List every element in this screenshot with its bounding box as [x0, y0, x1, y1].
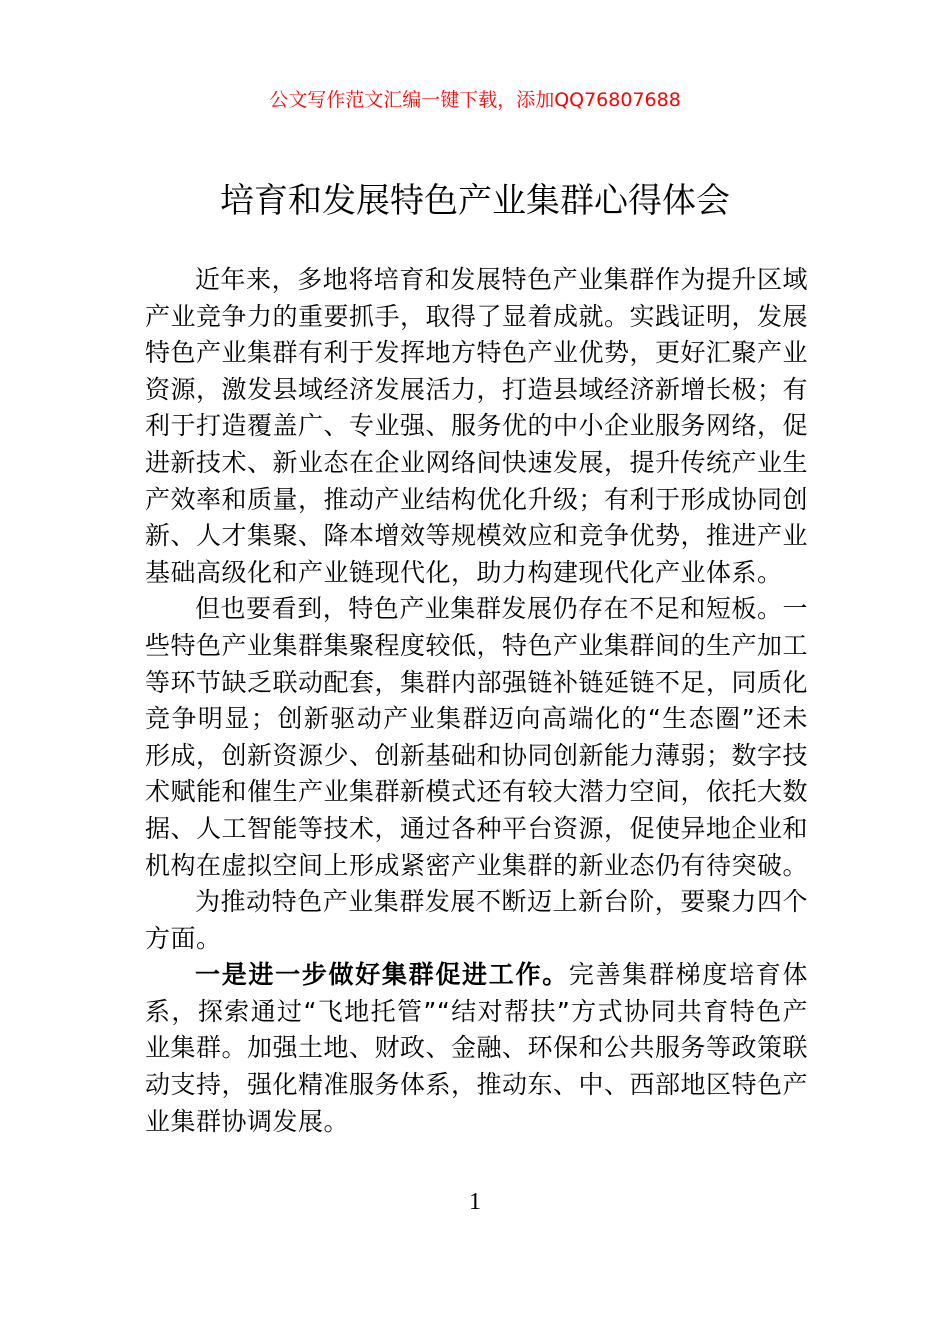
paragraph — [145, 591, 808, 884]
paragraph-text: 为推动特色产业集群发展不断迈上新台阶，要聚力四个方面。 — [145, 887, 808, 953]
download-banner: 公文写作范文汇编一键下载，添加QQ76807688 — [269, 89, 681, 111]
paragraph-text: 但也要看到，特色产业集群发展仍存在不足和短板。一些特色产业集群集聚程度较低，特色产业集群间的生产加工等环节缺乏联动配套，集群内部强链补链延链不足，同质化竞争明显；创新驱动产业集群迈向高端化的“生态圈”还未形成，创新资源少、创新基础和协同创新能力薄弱；数字技术赋能和催生产业集群新模式还有较大潜力空间，依托大数据、人工智能等技术，通过各种平台资源，促使异地企业和机构在虚拟空间上形成紧密产业集群的新业态仍有待突破。 — [145, 594, 809, 880]
document-body — [145, 262, 808, 1140]
paragraph-text: 完善集群梯度培育体系，探索通过“飞地托管”“结对帮扶”方式协同共育特色产业集群。加强土地、财政、金融、环保和公共服务等政策联动支持，强化精准服务体系，推动东、中、西部地区特色产业集群协调发展。 — [145, 960, 809, 1136]
paragraph — [145, 884, 808, 957]
page-title: 培育和发展特色产业集群心得体会 — [220, 181, 730, 221]
paragraph — [145, 957, 808, 1140]
page-number: 1 — [469, 1189, 481, 1215]
paragraph-text: 近年来，多地将培育和发展特色产业集群作为提升区域产业竞争力的重要抓手，取得了显着成就。实践证明，发展特色产业集群有利于发挥地方特色产业优势，更好汇聚产业资源，激发县域经济发展活力，打造县域经济新增长极；有利于打造覆盖广、专业强、服务优的中小企业服务网络，促进新技术、新业态在企业网络间快速发展，提升传统产业生产效率和质量，推动产业结构优化升级；有利于形成协同创新、人才集聚、降本增效等规模效应和竞争优势，推进产业基础高级化和产业链现代化，助力构建现代化产业体系。 — [145, 265, 809, 587]
paragraph-lead: 一是进一步做好集群促进工作。 — [195, 960, 569, 990]
paragraph — [145, 262, 808, 591]
